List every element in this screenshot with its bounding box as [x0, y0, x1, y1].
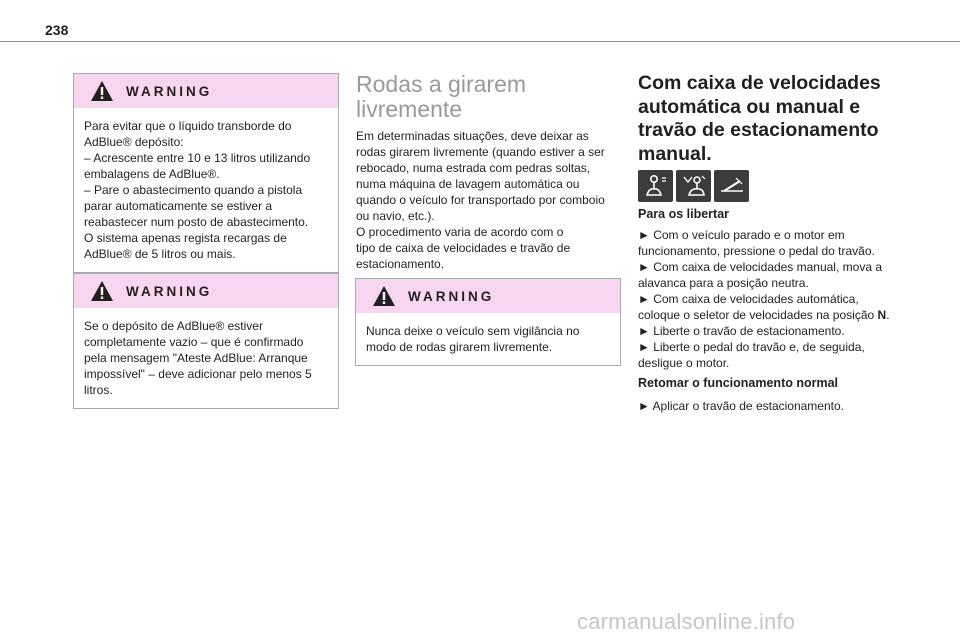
- section-title-gearbox-manual-brake: [638, 72, 918, 166]
- release-heading: Para os libertar: [638, 207, 730, 221]
- warning-text: [74, 108, 338, 272]
- resume-steps: [638, 398, 908, 414]
- step-line: ► Liberte o travão de estacionamento.: [638, 324, 845, 338]
- warning-line: – Pare o abastecimento quando a pistola: [84, 183, 303, 197]
- step-line: ► Com o veículo parado e o motor em: [638, 228, 845, 242]
- free-wheeling-paragraph: [356, 128, 621, 272]
- warning-line: impossível" – deve adicionar pelo menos 5: [84, 367, 312, 381]
- title-line: Com caixa de velocidades: [638, 72, 881, 94]
- header-divider: [0, 41, 960, 42]
- paragraph-line: rebocado, numa estrada com pedras soltas,: [356, 161, 591, 175]
- warning-box-adblue-empty: [73, 273, 339, 409]
- section-title-free-wheeling: [356, 72, 616, 122]
- warning-line: AdBlue® de 5 litros ou mais.: [84, 247, 236, 261]
- warning-line: modo de rodas girarem livremente.: [366, 340, 553, 354]
- automatic-gearshift-icon: [680, 173, 708, 199]
- paragraph-line: numa máquina de lavagem automática ou: [356, 177, 580, 191]
- release-steps: [638, 227, 908, 371]
- warning-line: embalagens de AdBlue®.: [84, 167, 220, 181]
- step-line: desligue o motor.: [638, 356, 730, 370]
- warning-line: pela mensagem "Ateste AdBlue: Arranque: [84, 351, 308, 365]
- warning-box-unattended: [355, 278, 621, 366]
- warning-title: WARNING: [408, 288, 495, 304]
- paragraph-line: estacionamento.: [356, 257, 445, 271]
- warning-line: Nunca deixe o veículo sem vigilância no: [366, 324, 580, 338]
- paragraph-line: tipo de caixa de velocidades e travão de: [356, 241, 571, 255]
- paragraph-line: O procedimento varia de acordo com o: [356, 225, 564, 239]
- warning-line: completamente vazio – que é confirmado: [84, 335, 304, 349]
- watermark: carmanualsonline.info: [577, 609, 796, 634]
- paragraph-line: rodas girarem livremente (quando estiver a ser: [356, 145, 605, 159]
- warning-line: O sistema apenas regista recargas de: [84, 231, 287, 245]
- step-text: coloque o seletor de velocidades na posição: [638, 308, 875, 322]
- title-line: Rodas a girarem: [356, 71, 527, 97]
- manual-gearshift-icon: [642, 173, 670, 199]
- warning-line: Para evitar que o líquido transborde do: [84, 119, 292, 133]
- paragraph-line: quando o veículo for transportado por comboio: [356, 193, 605, 207]
- step-line: ► Aplicar o travão de estacionamento.: [638, 399, 844, 413]
- warning-line: AdBlue® depósito:: [84, 135, 184, 149]
- warning-box-adblue-overflow: [73, 73, 339, 273]
- step-line: ► Com caixa de velocidades manual, mova a: [638, 260, 882, 274]
- title-line: manual.: [638, 142, 712, 165]
- step-line: ► Com caixa de velocidades automática,: [638, 292, 859, 306]
- warning-title: WARNING: [126, 83, 213, 99]
- warning-line: parar automaticamente se estiver a: [84, 199, 273, 213]
- warning-header: [74, 74, 338, 108]
- paragraph-line: ou navio, etc.).: [356, 209, 435, 223]
- step-line: alavanca para a posição neutra.: [638, 276, 809, 290]
- paragraph-line: Em determinadas situações, deve deixar as: [356, 129, 589, 143]
- title-line: automática ou manual e: [638, 95, 861, 118]
- warning-triangle-icon: [372, 285, 396, 307]
- warning-triangle-icon: [90, 80, 114, 102]
- icon-tile: [676, 170, 711, 202]
- title-line: travão de estacionamento: [638, 119, 879, 141]
- warning-line: reabastecer num posto de abastecimento.: [84, 215, 309, 229]
- warning-text: [74, 308, 338, 408]
- warning-line: Se o depósito de AdBlue® estiver: [84, 319, 263, 333]
- step-line: ► Liberte o pedal do travão e, de seguida,: [638, 340, 865, 354]
- icon-tile: [714, 170, 749, 202]
- warning-triangle-icon: [90, 280, 114, 302]
- warning-line: litros.: [84, 383, 113, 397]
- title-line: livremente: [356, 96, 463, 122]
- resume-heading: Retomar o funcionamento normal: [638, 376, 839, 390]
- warning-text: [356, 313, 620, 365]
- warning-header: [356, 279, 620, 313]
- icon-tile: [638, 170, 673, 202]
- warning-line: – Acrescente entre 10 e 13 litros utilizando: [84, 151, 311, 165]
- warning-title: WARNING: [126, 283, 213, 299]
- neutral-position-label: N: [877, 308, 887, 322]
- step-line: funcionamento, pressione o pedal do travão.: [638, 244, 875, 258]
- step-line: coloque o seletor de velocidades na posição N.: [638, 308, 890, 322]
- parking-brake-lever-icon: [718, 173, 746, 199]
- warning-header: [74, 274, 338, 308]
- page-number: 238: [45, 22, 69, 38]
- gearbox-icon-row: [638, 170, 749, 202]
